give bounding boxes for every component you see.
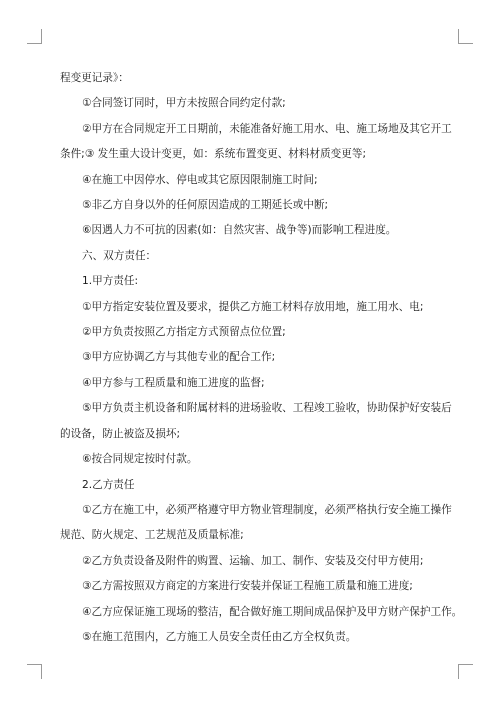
document-body: [60, 66, 463, 650]
paragraph-line: ③甲方应协调乙方与其他专业的配合工作;: [82, 351, 276, 364]
crop-mark-top-right: [458, 29, 473, 44]
paragraph-line: ⑤甲方负责主机设备和附属材料的进场验收、工程竣工验收，协助保护好安装后: [82, 402, 452, 415]
paragraph-line: 的设备，防止被盗及损坏;: [60, 427, 181, 440]
paragraph-line: ②甲方负责按照乙方指定方式预留点位位置;: [82, 326, 286, 339]
paragraph-line: 规范、防火规定、工艺规范及质量标准;: [60, 529, 244, 542]
paragraph-line: ②乙方负责设备及附件的购置、运输、加工、制作、安装及交付甲方使用;: [82, 554, 424, 567]
paragraph-line: ①乙方在施工中，必须严格遵守甲方物业管理制度，必须严格执行安全施工操作: [82, 503, 452, 516]
paragraph-line: ⑥因遇人力不可抗的因素(如：自然灾害、战争等)而影响工程进度。: [82, 224, 397, 237]
paragraph-line: 程变更记录》：: [60, 72, 129, 84]
paragraph-line: 条件;③ 发生重大设计变更，如：系统布置变更、材料材质变更等;: [60, 148, 367, 161]
section-heading: 六、双方责任：: [82, 249, 157, 262]
paragraph-line: ④甲方参与工程质量和施工进度的监督;: [82, 376, 265, 389]
paragraph-line: ⑥按合同规定按时付款。: [82, 453, 198, 466]
subsection-heading: 1.甲方责任:: [82, 275, 139, 288]
paragraph-line: ⑤在施工范围内，乙方施工人员安全责任由乙方全权负责。: [82, 630, 357, 643]
crop-mark-top-left: [27, 29, 42, 44]
crop-mark-bottom-right: [458, 664, 473, 679]
paragraph-line: ④在施工中因停水、停电或其它原因限制施工时间;: [82, 173, 318, 186]
paragraph-line: ②甲方在合同规定开工日期前，未能准备好施工用水、电、施工场地及其它开工: [82, 122, 452, 135]
paragraph-line: ③乙方需按照双方商定的方案进行安装并保证工程施工质量和施工进度;: [82, 580, 413, 593]
paragraph-line: ①甲方指定安装位置及要求，提供乙方施工材料存放用地，施工用水、电;: [82, 300, 424, 313]
paragraph-line: ④乙方应保证施工现场的整洁，配合做好施工期间成品保护及甲方财产保护工作。: [82, 605, 463, 618]
subsection-heading: 2.乙方责任: [82, 478, 135, 491]
paragraph-line: ①合同签订同时，甲方未按照合同约定付款;: [82, 97, 286, 110]
paragraph-line: ⑤非乙方自身以外的任何原因造成的工期延长或中断;: [82, 199, 329, 212]
crop-mark-bottom-left: [27, 664, 42, 679]
